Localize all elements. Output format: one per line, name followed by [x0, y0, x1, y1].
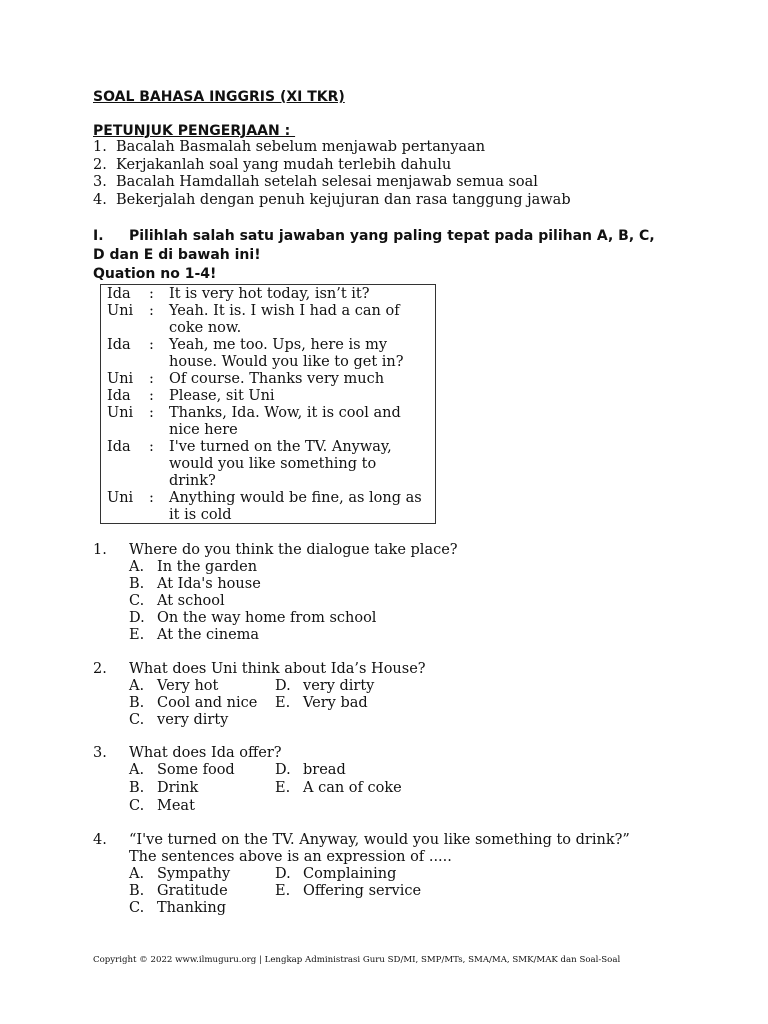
speaker-name: Ida [107, 337, 131, 353]
answer-option[interactable] [129, 695, 257, 712]
option-letter: A. [129, 559, 145, 575]
question-group-label: Quation no 1-4! [93, 266, 217, 282]
option-letter: C. [129, 900, 145, 916]
instruction-text: Bekerjalah dengan penuh kejujuran dan rasa tanggung jawab [116, 191, 571, 208]
option-text: very dirty [303, 678, 375, 694]
option-letter: D. [275, 866, 291, 882]
option-text: In the garden [157, 559, 258, 575]
dialogue-line: Yeah, me too. Ups, here is my [169, 337, 388, 353]
option-text: On the way home from school [157, 610, 377, 626]
speaker-name: Ida [107, 286, 131, 302]
speaker-colon: : [149, 388, 154, 404]
question-number: 3. [93, 745, 107, 761]
answer-option[interactable] [275, 678, 374, 695]
speaker-name: Ida [107, 439, 131, 455]
dialogue-text [169, 388, 431, 405]
answer-option[interactable] [129, 780, 198, 797]
option-letter: C. [129, 798, 145, 814]
instruction-item [93, 157, 571, 175]
dialogue-text [169, 371, 431, 388]
answer-option[interactable] [275, 883, 421, 900]
answer-option[interactable] [129, 627, 259, 644]
option-text: Offering service [303, 883, 422, 899]
speaker-colon: : [149, 439, 154, 455]
dialogue-text [169, 439, 431, 491]
dialogue-line: Of course. Thanks very much [169, 371, 385, 387]
dialogue-text [169, 405, 431, 439]
speaker-name: Uni [107, 303, 134, 319]
question-number: 1. [93, 542, 107, 558]
answer-option[interactable] [129, 798, 195, 815]
answer-option[interactable] [129, 866, 230, 883]
answer-option[interactable] [129, 712, 228, 729]
dialogue-text [169, 303, 431, 337]
option-text: Gratitude [157, 883, 228, 899]
instruction-item [93, 139, 571, 157]
answer-option[interactable] [275, 695, 368, 712]
question-number: 4. [93, 832, 107, 848]
dialogue-line: nice here [169, 422, 238, 439]
question-text: What does Ida offer? [129, 745, 282, 761]
dialogue-line: Please, sit Uni [169, 388, 275, 404]
answer-option[interactable] [129, 576, 261, 593]
option-text: very dirty [157, 712, 229, 728]
dialogue-line: Thanks, Ida. Wow, it is cool and [169, 405, 401, 421]
question-number: 2. [93, 661, 107, 677]
answer-option[interactable] [129, 593, 225, 610]
section-heading [93, 227, 693, 246]
option-letter: B. [129, 695, 145, 711]
dialogue-line: coke now. [169, 320, 242, 337]
dialogue-line: it is cold [169, 507, 232, 524]
option-text: Complaining [303, 866, 397, 882]
option-letter: C. [129, 712, 145, 728]
question-4 [93, 832, 713, 922]
option-letter: B. [129, 576, 145, 592]
answer-option[interactable] [129, 900, 226, 917]
option-text: Some food [157, 762, 235, 778]
option-letter: A. [129, 678, 145, 694]
answer-option[interactable] [129, 883, 228, 900]
answer-option[interactable] [275, 780, 402, 797]
speaker-name: Uni [107, 405, 134, 421]
instruction-item [93, 174, 571, 192]
speaker-name: Uni [107, 371, 134, 387]
question-text: What does Uni think about Ida’s House? [129, 661, 426, 677]
dialogue-line: drink? [169, 473, 216, 490]
option-letter: E. [275, 883, 291, 899]
question-2 [93, 661, 713, 731]
option-letter: D. [275, 762, 291, 778]
option-letter: E. [275, 780, 291, 796]
answer-option[interactable] [275, 762, 346, 779]
dialogue-line: Yeah. It is. I wish I had a can of [169, 303, 400, 319]
dialogue-line: house. Would you like to get in? [169, 354, 404, 371]
option-letter: B. [129, 780, 145, 796]
answer-option[interactable] [129, 610, 376, 627]
instruction-number: 3. [93, 174, 107, 190]
instructions-heading: PETUNJUK PENGERJAAN : [93, 123, 296, 139]
speaker-name: Uni [107, 490, 134, 506]
speaker-colon: : [149, 286, 154, 302]
option-text: Very bad [303, 695, 368, 711]
section-number: I. [93, 228, 104, 244]
instruction-text: Bacalah Basmalah sebelum menjawab pertanyaan [116, 139, 486, 155]
question-text: “I've turned on the TV. Anyway, would you like something to drink?” [129, 832, 630, 848]
option-text: Drink [157, 780, 199, 796]
option-text: Thanking [157, 900, 227, 916]
answer-option[interactable] [129, 559, 257, 576]
instruction-number: 2. [93, 156, 107, 173]
dialogue-text [169, 490, 431, 524]
instruction-text: Kerjakanlah soal yang mudah terlebih dahulu [116, 156, 452, 173]
option-text: A can of coke [303, 780, 402, 796]
dialogue-text [169, 337, 431, 371]
instruction-number: 1. [93, 139, 107, 155]
dialogue-line: It is very hot today, isn’t it? [169, 286, 370, 302]
question-1 [93, 542, 713, 647]
answer-option[interactable] [275, 866, 396, 883]
instructions-list [93, 139, 571, 209]
option-letter: A. [129, 866, 145, 882]
option-letter: D. [275, 678, 291, 694]
option-letter: E. [129, 627, 145, 643]
dialogue-line: would you like something to [169, 456, 377, 473]
option-letter: B. [129, 883, 145, 899]
option-text: At Ida's house [157, 576, 261, 592]
question-3 [93, 745, 713, 815]
dialogue-box [100, 284, 436, 524]
speaker-colon: : [149, 371, 154, 387]
section-instruction-line2: D dan E di bawah ini! [93, 247, 261, 263]
option-text: At the cinema [157, 627, 260, 643]
option-letter: A. [129, 762, 145, 778]
dialogue-text [169, 286, 431, 303]
speaker-colon: : [149, 303, 154, 319]
option-text: Sympathy [157, 866, 231, 882]
speaker-colon: : [149, 490, 154, 506]
dialogue-line: Anything would be fine, as long as [169, 490, 422, 506]
speaker-colon: : [149, 337, 154, 353]
instruction-item [93, 192, 571, 210]
instruction-number: 4. [93, 191, 107, 208]
option-text: Cool and nice [157, 695, 258, 711]
option-letter: D. [129, 610, 145, 626]
option-letter: C. [129, 593, 145, 609]
page-title: SOAL BAHASA INGGRIS (XI TKR) [93, 89, 345, 105]
answer-option[interactable] [129, 762, 235, 779]
option-text: Very hot [157, 678, 219, 694]
page-footer: Copyright © 2022 www.ilmuguru.org | Lengkap Administrasi Guru SD/MI, SMP/MTs, SMA/MA, SMK/MAK dan Soal-Soal [93, 955, 621, 965]
option-text: At school [157, 593, 225, 609]
answer-option[interactable] [129, 678, 218, 695]
speaker-colon: : [149, 405, 154, 421]
question-text: Where do you think the dialogue take place? [129, 542, 458, 558]
option-text: Meat [157, 798, 195, 814]
instruction-text: Bacalah Hamdallah setelah selesai menjawab semua soal [116, 174, 538, 190]
dialogue-line: I've turned on the TV. Anyway, [169, 439, 392, 455]
speaker-name: Ida [107, 388, 131, 404]
section-instruction-line1: Pilihlah salah satu jawaban yang paling tepat pada pilihan A, B, C, [129, 228, 655, 244]
question-text-line2: The sentences above is an expression of ..... [129, 849, 452, 865]
option-text: bread [303, 762, 346, 778]
option-letter: E. [275, 695, 291, 711]
